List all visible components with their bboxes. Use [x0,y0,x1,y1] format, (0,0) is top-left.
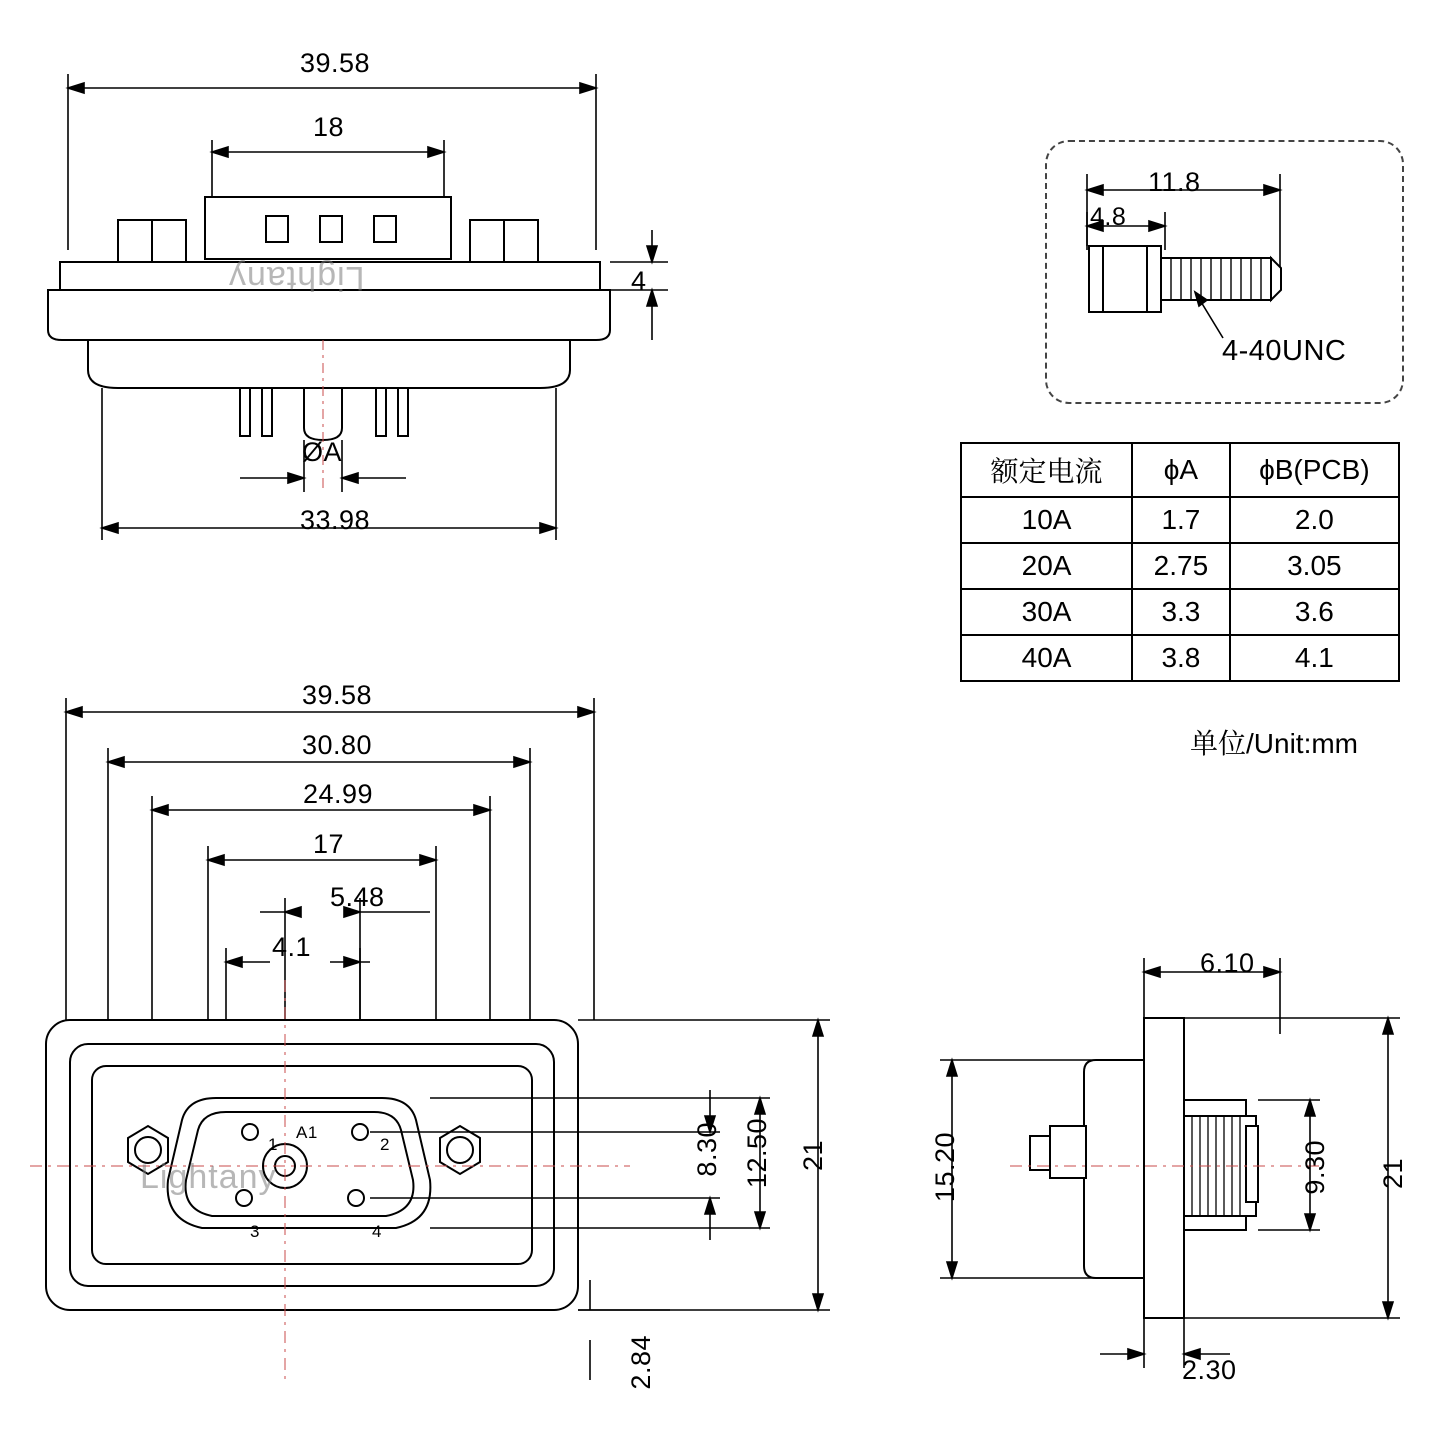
table-cell: 2.75 [1132,543,1230,589]
table-header-row [961,443,1399,497]
table-cell: 30A [961,589,1132,635]
table-row [961,497,1399,543]
dim-front-h2: 12.50 [742,1118,772,1189]
table-cell: 3.05 [1230,543,1399,589]
table-cell: 10A [961,497,1132,543]
table-cell: 40A [961,635,1132,681]
dim-front-d2: 30.80 [302,730,373,760]
dim-front-d6: 4.1 [272,932,312,962]
dim-side-flange-height: 15.20 [930,1132,960,1203]
table-header-cell: ϕA [1132,443,1230,497]
table-row [961,589,1399,635]
pin-label-a1: A1 [296,1123,318,1142]
table-cell: 20A [961,543,1132,589]
pin-label-3: 3 [250,1222,260,1241]
dim-side-total-height: 21 [1378,1158,1408,1190]
dim-top-flange-thickness: 4 [631,266,647,296]
side-view-drawing [900,930,1420,1400]
dim-front-h4: 2.84 [626,1335,656,1390]
dim-front-d5: 5.48 [330,882,385,912]
table-cell: 1.7 [1132,497,1230,543]
table-header-cell: 额定电流 [961,443,1132,497]
table-row [961,635,1399,681]
table-cell: 4.1 [1230,635,1399,681]
dim-front-d3: 24.99 [303,779,374,809]
table-cell: 3.6 [1230,589,1399,635]
table-header-cell: ϕB(PCB) [1230,443,1399,497]
dim-side-inner-height: 9.30 [1300,1140,1330,1195]
dim-front-d1: 39.58 [302,680,373,710]
dim-top-inner-width: 18 [313,112,345,142]
pin-label-2: 2 [380,1135,390,1154]
table-cell: 3.8 [1132,635,1230,681]
dim-side-body-depth: 6.10 [1200,948,1255,978]
dim-screw-length: 11.8 [1148,167,1201,197]
dim-front-h1: 21 [798,1140,828,1172]
dim-front-d4: 17 [313,829,345,859]
top-view-drawing [40,40,720,560]
dim-top-mount-width: 33.98 [300,505,371,535]
dim-side-step: 2.30 [1182,1355,1237,1385]
unit-note: 单位/Unit:mm [1190,728,1359,759]
pin-label-1: 1 [268,1135,278,1154]
front-view-drawing [30,680,890,1420]
current-rating-table [960,442,1400,682]
pin-label-4: 4 [372,1222,382,1241]
dim-screw-head: 4.8 [1090,203,1127,231]
brand-watermark: Lightany [228,259,365,297]
label-thread-spec: 4-40UNC [1222,335,1347,367]
dim-front-h3: 8.30 [692,1122,722,1177]
table-row [961,543,1399,589]
table-cell: 3.3 [1132,589,1230,635]
table-cell: 2.0 [1230,497,1399,543]
dim-top-pin-diameter: ØA [302,437,343,467]
dim-top-overall-width: 39.58 [300,48,371,78]
brand-watermark-front: Lightany [140,1158,277,1196]
